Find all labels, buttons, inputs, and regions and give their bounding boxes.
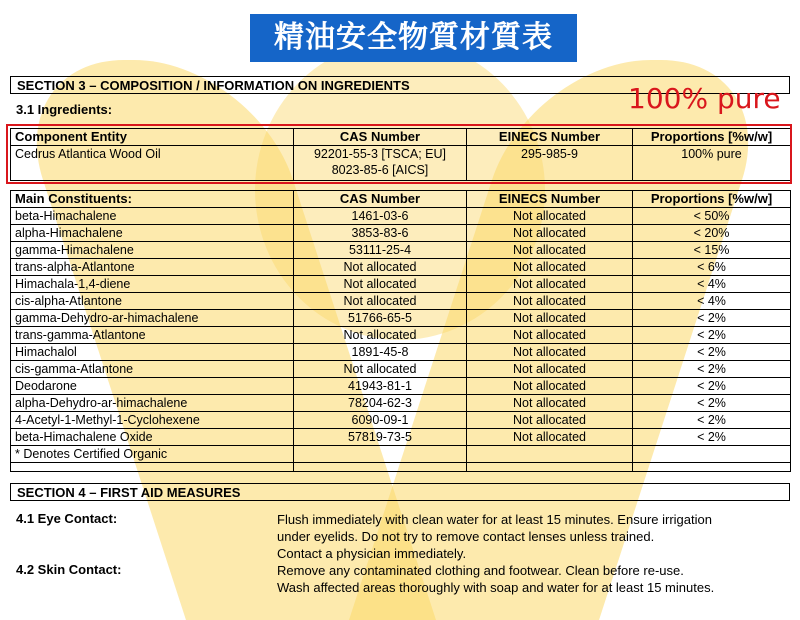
einecs-cell: Not allocated [467,276,633,293]
table-row [11,293,791,310]
einecs-cell: Not allocated [467,225,633,242]
proportion-cell: < 2% [633,344,791,361]
name-cell: 4-Acetyl-1-Methyl-1-Cyclohexene [11,412,294,429]
einecs-cell: Not allocated [467,361,633,378]
proportion-cell: 100% pure [633,146,791,181]
cas-cell: Not allocated [294,327,467,344]
cas-cell: 57819-73-5 [294,429,467,446]
cas-cell: Not allocated [294,293,467,310]
name-cell: gamma-Himachalene [11,242,294,259]
section3-heading: SECTION 3 – COMPOSITION / INFORMATION ON INGREDIENTS [10,76,790,94]
proportion-cell: < 50% [633,208,791,225]
column-header: EINECS Number [467,191,633,208]
proportion-cell: < 2% [633,378,791,395]
text-line: Contact a physician immediately. [277,546,467,561]
cas-cell: 3853-83-6 [294,225,467,242]
einecs-cell: Not allocated [467,429,633,446]
einecs-cell: Not allocated [467,293,633,310]
proportion-cell: < 2% [633,429,791,446]
entity-cell: Cedrus Atlantica Wood Oil [11,146,294,181]
text-line: Flush immediately with clean water for at least 15 minutes. Ensure irrigation [277,512,712,527]
table-row [11,208,791,225]
highlight-box [6,124,792,184]
column-header: CAS Number [294,129,467,146]
cas-cell: 53111-25-4 [294,242,467,259]
proportion-cell: < 2% [633,412,791,429]
proportion-cell: < 4% [633,293,791,310]
einecs-cell: Not allocated [467,259,633,276]
name-cell: beta-Himachalene Oxide [11,429,294,446]
einecs-cell: 295-985-9 [467,146,633,181]
empty-cell [633,463,791,472]
table-row [11,276,791,293]
table-row [11,242,791,259]
skin-contact-label: 4.2 Skin Contact: [16,562,122,577]
column-header: Proportions [%w/w] [633,129,791,146]
page-title-banner: 精油安全物質材質表 [250,14,577,62]
table-row [11,225,791,242]
proportion-cell: < 2% [633,395,791,412]
eye-contact-text [277,511,712,562]
skin-contact-text [277,562,714,596]
column-header: Component Entity [11,129,294,146]
highlight-label: 100% pure [628,82,781,115]
einecs-cell: Not allocated [467,327,633,344]
name-cell: Himachalol [11,344,294,361]
table-row [11,310,791,327]
text-line: under eyelids. Do not try to remove contact lenses unless trained. [277,529,655,544]
cas-cell: Not allocated [294,276,467,293]
cas-cell: 1461-03-6 [294,208,467,225]
table-row [11,327,791,344]
section4-heading: SECTION 4 – FIRST AID MEASURES [10,483,790,501]
einecs-cell: Not allocated [467,242,633,259]
name-cell: alpha-Dehydro-ar-himachalene [11,395,294,412]
einecs-cell: Not allocated [467,412,633,429]
einecs-cell: Not allocated [467,378,633,395]
footnote: * Denotes Certified Organic [11,446,294,463]
proportion-cell: < 6% [633,259,791,276]
text-line: Wash affected areas thoroughly with soap and water for at least 15 minutes. [277,580,715,595]
empty-cell [294,446,467,463]
column-header: EINECS Number [467,129,633,146]
cas-cell: 78204-62-3 [294,395,467,412]
table-row [11,361,791,378]
cas-cell: 41943-81-1 [294,378,467,395]
empty-cell [11,463,294,472]
constituents-table [10,190,791,472]
proportion-cell: < 2% [633,310,791,327]
proportion-cell: < 15% [633,242,791,259]
cas-cell: Not allocated [294,361,467,378]
name-cell: trans-gamma-Atlantone [11,327,294,344]
cas-cell: 6090-09-1 [294,412,467,429]
proportion-cell: < 4% [633,276,791,293]
proportion-cell: < 2% [633,361,791,378]
text-line: Remove any contaminated clothing and footwear. Clean before re-use. [277,563,684,578]
name-cell: beta-Himachalene [11,208,294,225]
proportion-cell: < 20% [633,225,791,242]
name-cell: cis-gamma-Atlantone [11,361,294,378]
name-cell: Deodarone [11,378,294,395]
name-cell: cis-alpha-Atlantone [11,293,294,310]
table-row [11,412,791,429]
einecs-cell: Not allocated [467,395,633,412]
name-cell: gamma-Dehydro-ar-himachalene [11,310,294,327]
empty-cell [467,463,633,472]
einecs-cell: Not allocated [467,310,633,327]
ingredients-subheading: 3.1 Ingredients: [16,102,113,117]
name-cell: trans-alpha-Atlantone [11,259,294,276]
column-header: Proportions [%w/w] [633,191,791,208]
cas-cell: 51766-65-5 [294,310,467,327]
table-row [11,378,791,395]
eye-contact-label: 4.1 Eye Contact: [16,511,118,526]
empty-cell [633,446,791,463]
name-cell: alpha-Himachalene [11,225,294,242]
einecs-cell: Not allocated [467,208,633,225]
proportion-cell: < 2% [633,327,791,344]
cas-cell: Not allocated [294,259,467,276]
table-row [11,259,791,276]
table-row [11,395,791,412]
einecs-cell: Not allocated [467,344,633,361]
column-header: Main Constituents: [11,191,294,208]
cas-line: 92201-55-3 [TSCA; EU] [313,147,446,161]
table-row [11,429,791,446]
empty-cell [467,446,633,463]
cas-cell: 1891-45-8 [294,344,467,361]
empty-cell [294,463,467,472]
name-cell: Himachala-1,4-diene [11,276,294,293]
cas-line: 8023-85-6 [AICS] [331,163,429,177]
column-header: CAS Number [294,191,467,208]
table-row [11,344,791,361]
